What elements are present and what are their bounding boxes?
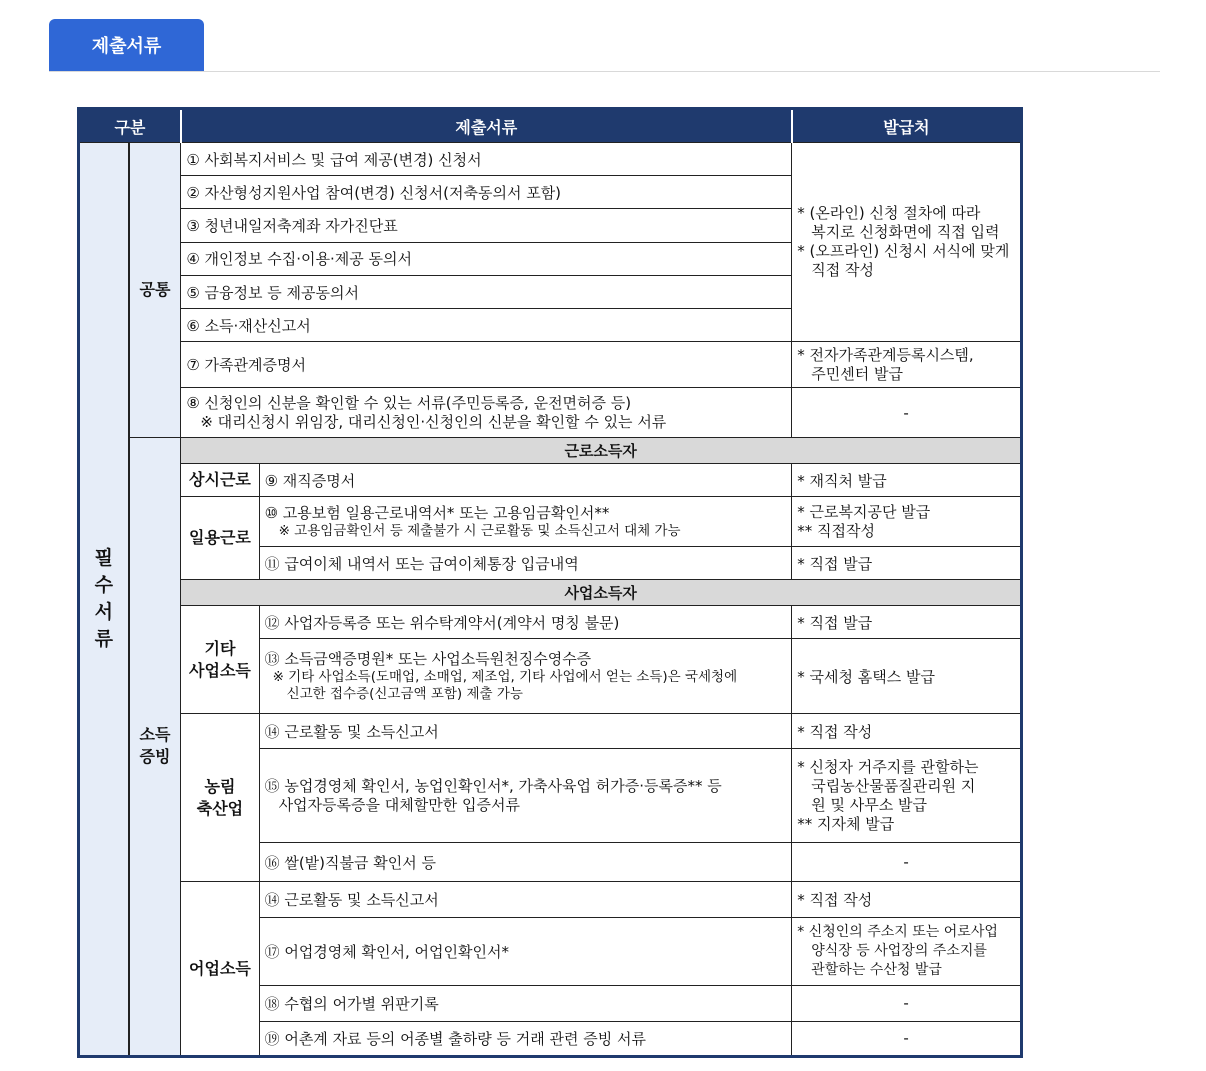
doc-12: ⑫ 사업자등록증 또는 위수탁계약서(계약서 명칭 불문): [259, 606, 792, 639]
issuer-10: * 근로복지공단 발급 ** 직접작성: [792, 497, 1022, 547]
doc-2: ② 자산형성지원사업 참여(변경) 신청서(저축동의서 포함): [181, 176, 792, 209]
table-row: [79, 580, 1022, 606]
regular-work-label: 상시근로: [181, 463, 259, 496]
issuer-family: * 전자가족관계등록시스템, 주민센터 발급: [792, 342, 1022, 388]
issuer-16: -: [792, 842, 1022, 881]
doc-19: ⑲ 어촌계 자료 등의 어종별 출하량 등 거래 관련 증빙 서류: [259, 1021, 792, 1056]
table-row: [79, 437, 1022, 463]
table-row: [79, 714, 1022, 749]
issuer-14-farm: * 직접 작성: [792, 714, 1022, 749]
income-proof-label: 소득 증빙: [129, 437, 181, 1056]
doc-14-fish: ⑭ 근로활동 및 소득신고서: [259, 882, 792, 917]
doc-6: ⑥ 소득·재산신고서: [181, 309, 792, 342]
doc-13: ⑬ 소득금액증명원* 또는 사업소득원천징수영수증 ※ 기타 사업소득(도매업, 소매업, 제조업, 기타 사업에서 얻는 소득)은 국세청에 신고한 접수증(신고금액 포함) 제출 가능: [259, 639, 792, 714]
doc-7: ⑦ 가족관계증명서: [181, 342, 792, 388]
daily-work-label: 일용근로: [181, 497, 259, 580]
other-business-label: 기타 사업소득: [181, 606, 259, 714]
common-label: 공통: [129, 143, 181, 438]
doc-1: ① 사회복지서비스 및 급여 제공(변경) 신청서: [181, 143, 792, 176]
table-row: [79, 463, 1022, 496]
tab-submission-documents[interactable]: 제출서류: [49, 19, 204, 71]
issuer-12: * 직접 발급: [792, 606, 1022, 639]
issuer-online-offline: * (온라인) 신청 절차에 따라 복지로 신청화면에 직접 입력 * (오프라인) 신청시 서식에 맞게 직접 작성: [792, 143, 1022, 342]
doc-8: ⑧ 신청인의 신분을 확인할 수 있는 서류(주민등록증, 운전면허증 등) ※ 대리신청시 위임장, 대리신청인·신청인의 신분을 확인할 수 있는 서류: [181, 388, 792, 438]
table-row: [79, 143, 1022, 176]
header-issuer: 발급처: [792, 109, 1022, 143]
farming-label: 농림 축산업: [181, 714, 259, 882]
doc-18: ⑱ 수협의 어가별 위판기록: [259, 986, 792, 1021]
doc-14-farm: ⑭ 근로활동 및 소득신고서: [259, 714, 792, 749]
issuer-19: -: [792, 1021, 1022, 1056]
issuer-14-fish: * 직접 작성: [792, 882, 1022, 917]
issuer-15: * 신청자 거주지를 관할하는 국립농산물품질관리원 지 원 및 사무소 발급 ** 지자체 발급: [792, 749, 1022, 842]
issuer-17: * 신청인의 주소지 또는 어로사업 양식장 등 사업장의 주소지를 관할하는 수산청 발급: [792, 917, 1022, 986]
doc-16: ⑯ 쌀(밭)직불금 확인서 등: [259, 842, 792, 881]
fishery-label: 어업소득: [181, 882, 259, 1057]
documents-table: [77, 107, 1023, 1058]
section-business-income: 사업소득자: [181, 580, 1022, 606]
table-row: [79, 388, 1022, 438]
header-category: 구분: [79, 109, 181, 143]
issuer-9: * 재직처 발급: [792, 463, 1022, 496]
doc-15: ⑮ 농업경영체 확인서, 농업인확인서*, 가축사육업 허가증·등록증** 등 사업자등록증을 대체할만한 입증서류: [259, 749, 792, 842]
doc-9: ⑨ 재직증명서: [259, 463, 792, 496]
issuer-11: * 직접 발급: [792, 546, 1022, 579]
doc-11: ⑪ 급여이체 내역서 또는 급여이체통장 입금내역: [259, 546, 792, 579]
table-row: [79, 342, 1022, 388]
doc-3: ③ 청년내일저축계좌 자가진단표: [181, 209, 792, 242]
table-row: [79, 606, 1022, 639]
header-docs: 제출서류: [181, 109, 792, 143]
table-row: [79, 882, 1022, 917]
tab-divider: [49, 71, 1160, 72]
doc-10: ⑩ 고용보험 일용근로내역서* 또는 고용임금확인서** ※ 고용임금확인서 등 제출불가 시 근로활동 및 소득신고서 대체 가능: [259, 497, 792, 547]
required-docs-label: 필 수 서 류: [79, 143, 129, 1057]
table-row: [79, 497, 1022, 547]
issuer-13: * 국세청 홈택스 발급: [792, 639, 1022, 714]
section-earned-income: 근로소득자: [181, 437, 1022, 463]
doc-4: ④ 개인정보 수집·이용·제공 동의서: [181, 242, 792, 275]
doc-17: ⑰ 어업경영체 확인서, 어업인확인서*: [259, 917, 792, 986]
issuer-18: -: [792, 986, 1022, 1021]
table-header-row: [79, 109, 1022, 143]
doc-5: ⑤ 금융정보 등 제공동의서: [181, 275, 792, 308]
issuer-id: -: [792, 388, 1022, 438]
